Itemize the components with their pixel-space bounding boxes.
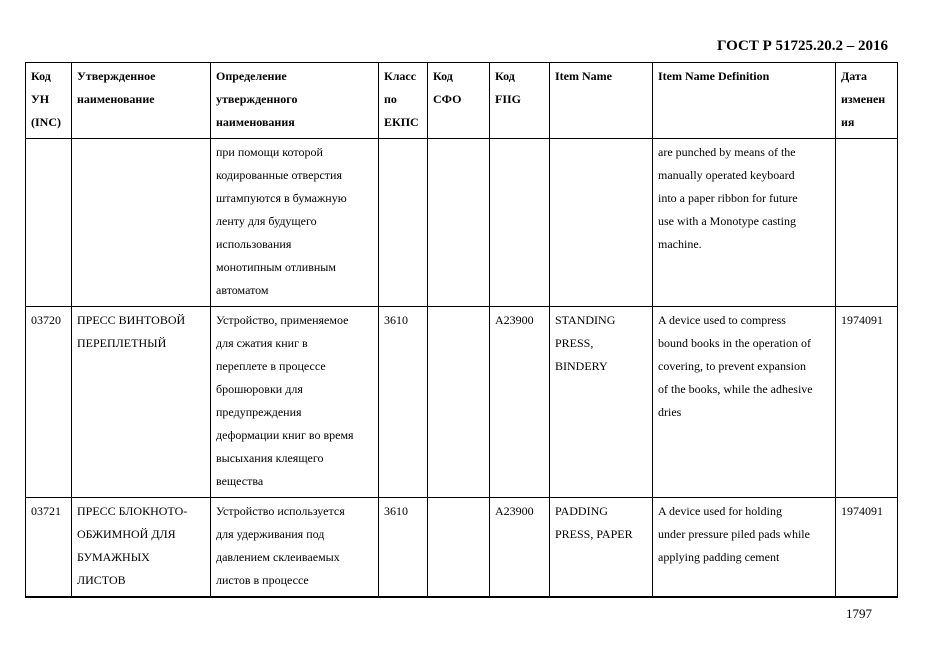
document-header-title: ГОСТ Р 51725.20.2 – 2016 [716,38,888,54]
cell-approved-name [72,139,211,307]
cell-item-name: STANDING PRESS, BINDERY [550,307,653,498]
column-header-fiig-code: Код FIIG [490,63,550,139]
page-number: 1797 [846,606,872,621]
cell-sfo-code [428,498,490,598]
cell-change-date: 1974091 [836,307,898,498]
cell-inc-code [26,139,72,307]
cell-sfo-code [428,139,490,307]
cell-approved-name: ПРЕСС ВИНТОВОЙ ПЕРЕПЛЕТНЫЙ [72,307,211,498]
cell-approved-name: ПРЕСС БЛОКНОТО- ОБЖИМНОЙ ДЛЯ БУМАЖНЫХ ЛИСТОВ [72,498,211,598]
cell-ekps-class: 3610 [379,498,428,598]
cell-sfo-code [428,307,490,498]
table-header-row [26,63,898,139]
cell-definition: при помощи которой кодированные отверстия штампуются в бумажную ленту для будущего использования монотипным отливным автоматом [211,139,379,307]
column-header-change-date: Дата изменен ия [836,63,898,139]
cell-item-name-definition: are punched by means of the manually operated keyboard into a paper ribbon for future use with a Monotype casting machine. [653,139,836,307]
cell-inc-code: 03721 [26,498,72,598]
cell-fiig-code: A23900 [490,307,550,498]
cell-item-name-definition: A device used for holding under pressure piled pads while applying padding cement [653,498,836,598]
column-header-item-name: Item Name [550,63,653,139]
cell-fiig-code: A23900 [490,498,550,598]
table-row [26,139,898,307]
column-header-definition: Определение утвержденного наименования [211,63,379,139]
cell-ekps-class: 3610 [379,307,428,498]
column-header-inc-code: Код УН (INC) [26,63,72,139]
cell-inc-code: 03720 [26,307,72,498]
column-header-ekps-class: Класс по ЕКПС [379,63,428,139]
column-header-sfo-code: Код СФО [428,63,490,139]
cell-change-date: 1974091 [836,498,898,598]
cell-item-name-definition: A device used to compress bound books in the operation of covering, to prevent expansion of the books, while the adhesive dries [653,307,836,498]
column-header-item-name-definition: Item Name Definition [653,63,836,139]
table-row [26,498,898,598]
cell-item-name [550,139,653,307]
cell-change-date [836,139,898,307]
column-header-approved-name: Утвержденное наименование [72,63,211,139]
cell-item-name: PADDING PRESS, PAPER [550,498,653,598]
cell-definition: Устройство, применяемое для сжатия книг в переплете в процессе брошюровки для предупреждения деформации книг во время высыхания клеящего вещества [211,307,379,498]
cell-ekps-class [379,139,428,307]
cell-fiig-code [490,139,550,307]
cell-definition: Устройство используется для удерживания под давлением склеиваемых листов в процессе [211,498,379,598]
catalog-table [25,62,898,598]
table-row [26,307,898,498]
